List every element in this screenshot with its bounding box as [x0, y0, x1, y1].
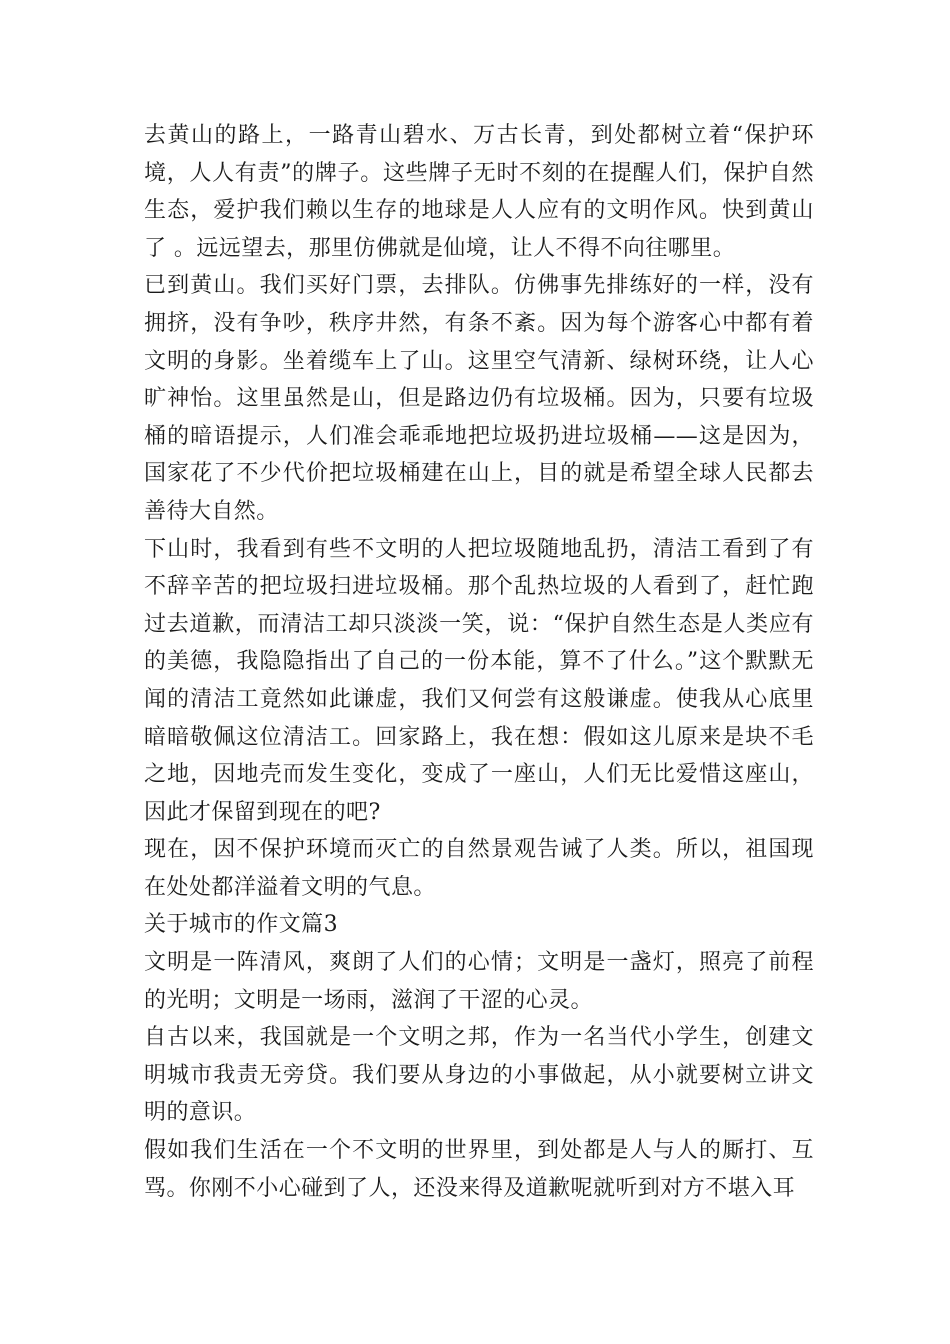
paragraph-civilized-nation: 自古以来，我国就是一个文明之邦，作为一名当代小学生，创建文明城市我责无旁贷。我们要从身边的小事做起，从小就要树立讲文明的意识。 — [144, 1025, 814, 1126]
paragraph-arrive-huangshan: 已到黄山。我们买好门票，去排队。仿佛事先排练好的一样，没有拥挤，没有争吵，秩序井然，有条不紊。因为每个游客心中都有着文明的身影。坐着缆车上了山。这里空气清新、绿树环绕，让人心旷神怡。这里虽然是山，但是路边仍有垃圾桶。因为，只要有垃圾桶的暗语提示，人们准会乖乖地把垃圾扔进垃圾桶——这是因为，国家花了不少代价把垃圾桶建在山上，目的就是希望全球人民都去善待大自然。 — [144, 273, 814, 524]
section-heading-essay-3: 关于城市的作文篇3 — [144, 912, 339, 938]
paragraph-descending-mountain: 下山时，我看到有些不文明的人把垃圾随地乱扔，清洁工看到了有不辞辛苦的把垃圾扫进垃圾桶。那个乱热垃圾的人看到了，赶忙跑过去道歉，而清洁工却只淡淡一笑，说：“保护自然生态是人类应有的美德，我隐隐指出了自己的一份本能，算不了什么。”这个默默无闻的清洁工竟然如此谦虚，我们又何尝有这般谦虚。使我从心底里暗暗敬佩这位清洁工。回家路上，我在想：假如这儿原来是块不毛之地，因地壳而发生变化，变成了一座山，人们无比爱惜这座山，因此才保留到现在的吧? — [144, 536, 814, 825]
paragraph-uncivilized-world: 假如我们生活在一个不文明的世界里，到处都是人与人的厮打、互骂。你刚不小心碰到了人，还没来得及道歉呢就听到对方不堪入耳 — [144, 1138, 814, 1201]
paragraph-civilization-breeze: 文明是一阵清风，爽朗了人们的心情；文明是一盏灯，照亮了前程的光明；文明是一场雨，滋润了干涩的心灵。 — [144, 950, 814, 1013]
paragraph-huangshan-road: 去黄山的路上，一路青山碧水、万古长青，到处都树立着“保护环境，人人有责”的牌子。这些牌子无时不刻的在提醒人们，保护自然生态，爱护我们赖以生存的地球是人人应有的文明作风。快到黄山了 。远远望去，那里仿佛就是仙境，让人不得不向往哪里。 — [144, 123, 814, 261]
paragraph-now-civilization: 现在，因不保护环境而灭亡的自然景观告诫了人类。所以，祖国现在处处都洋溢着文明的气息。 — [144, 837, 814, 900]
document-body — [144, 117, 814, 1207]
